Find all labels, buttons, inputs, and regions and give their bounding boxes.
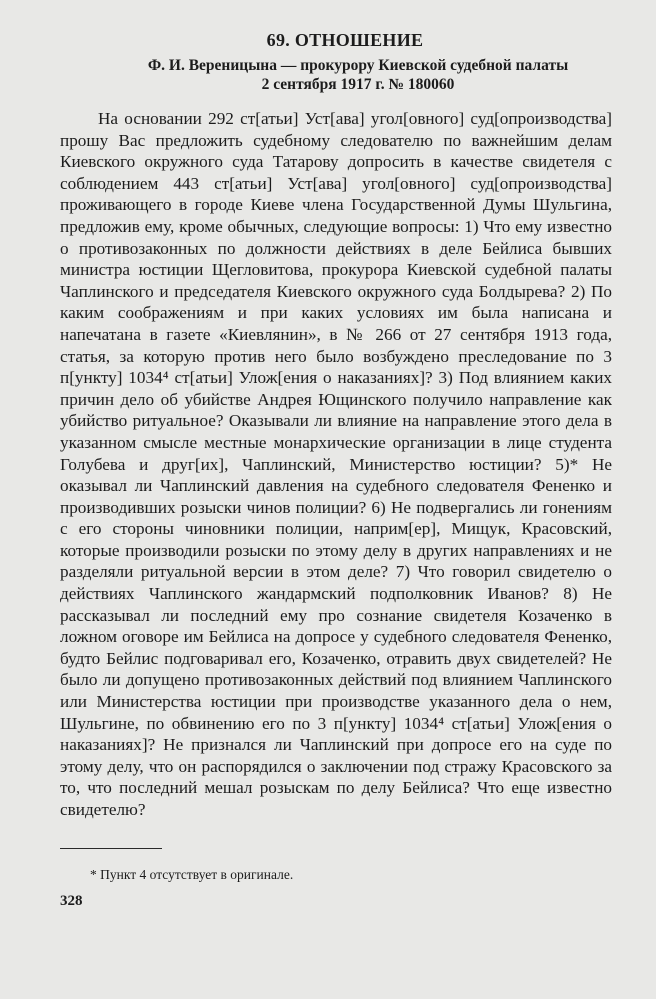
- subtitle-line-1: Ф. И. Вереницына — прокурору Киевской судебной палаты: [147, 57, 569, 74]
- document-number-title: 69. ОТНОШЕНИЕ: [266, 30, 424, 50]
- document-body-text: На основании 292 ст[атьи] Уст[ава] угол[овного] суд[опроизводства] прошу Вас предложить судебному следователю по важнейшим делам Киевского окружного суда Татарову допросить в качестве свидетеля с соблюдением 443 ст[атьи] Уст[ава] угол[овного] суд[опроизводства] проживающего в городе Киеве члена Государственной Думы Шульгина, предложив ему, кроме обычных, следующие вопросы: 1) Что ему известно о противозаконных по должности действиях в деле Бейлиса бывших министра юстиции Щегловитова, прокурора Киевской судебной палаты Чаплинского и председателя Киевского окружного суда Болдырева? 2) По каким соображениям и при каких условиях им была написана и напечатана в газете «Киевлянин», в № 266 от 27 сентября 1913 года, статья, за которую против него было возбуждено преследование по 3 п[ункту] 1034⁴ ст[атьи] Улож[ения о наказаниях]? 3) Под влиянием каких причин дело об убийстве Андрея Ющинского получило направление как убийство ритуальное? Оказывали ли влияние на направление этого дела в указанном смысле местные монархические организации в лице студента Голубева и друг[их], Чаплинский, Министерство юстиции? 5)* Не оказывал ли Чаплинский давления на судебного следователя Фененко и производивших розыски чинов полиции? 6) Не подвергались ли гонениям с его стороны чиновники полиции, наприм[ер], Мищук, Красовский, которые производили розыски по этому делу в других направлениях и не разделяли ритуальной версии в этом деле? 7) Что говорил свидетелю о действиях Чаплинского жандармский подполковник Иванов? 8) Не рассказывал ли последний ему про сознание свидетеля Козаченко в ложном оговоре им Бейлиса на допросе у судебного следователя Фененко, будто Бейлис подговаривал его, Козаченко, отравить двух свидетелей? Не было ли допущено противозаконных действий под влиянием Чаплинского или Министерства юстиции при производстве указанного дела о нем, Шульгине, по обвинению его по 3 п[ункту] 1034⁴ ст[атьи] Улож[ения о наказаниях]? Не признался ли Чаплинский при допросе его на суде по этому делу, что он распорядился о заключении под стражу Красовского за то, что последний мешал розыскам по делу Бейлиса? Что еще известно свидетелю?: [60, 109, 612, 819]
- subtitle-line-2: 2 сентября 1917 г. № 180060: [261, 76, 455, 93]
- document-subtitle: [118, 56, 598, 94]
- footnote-divider: [60, 848, 162, 849]
- footnote: * Пункт 4 отсутствует в оригинале.: [90, 867, 294, 882]
- page-number: 328: [60, 893, 83, 909]
